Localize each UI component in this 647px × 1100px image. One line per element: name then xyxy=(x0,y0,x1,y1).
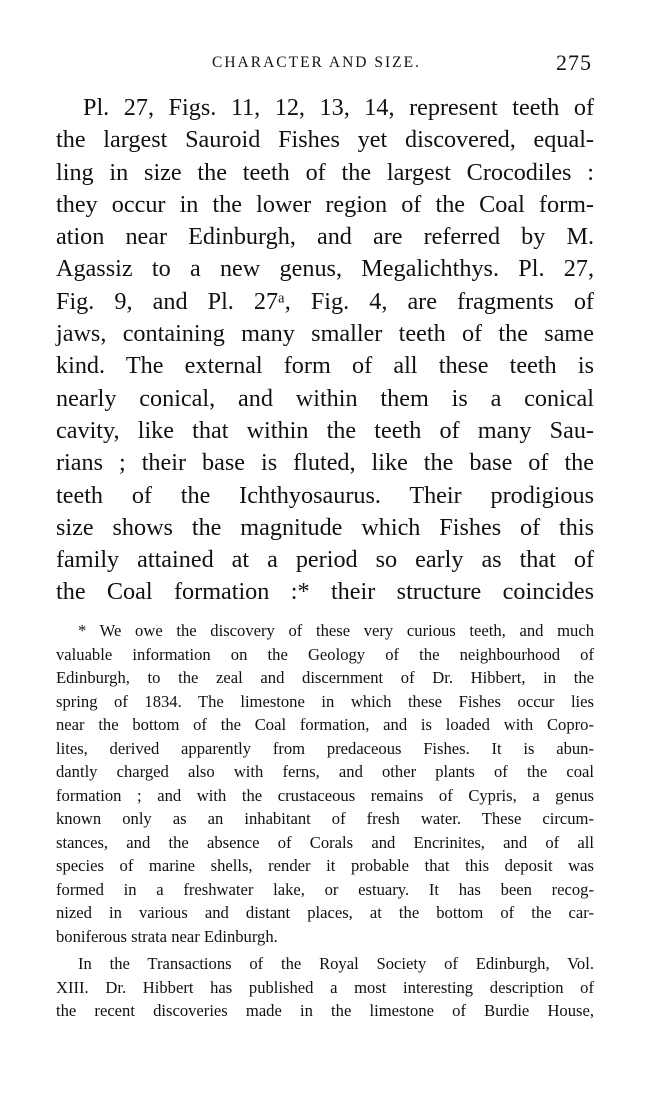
body-line: size shows the magnitude which Fishes of this xyxy=(56,513,594,541)
footnote-line: formation ; and with the crustaceous remains of Cypris, a genus xyxy=(56,785,594,805)
footnote-line: * We owe the discovery of these very curious teeth, and much xyxy=(78,621,594,640)
footnote-line: boniferous strata near Edinburgh. xyxy=(56,926,278,946)
footnote-line: nized in various and distant places, at the bottom of the car- xyxy=(56,903,594,922)
footnote-line: stances, and the absence of Corals and Encrinites, and of all xyxy=(56,832,594,852)
footnote-line: valuable information on the Geology of the neighbourhood of xyxy=(56,644,594,664)
footnote-line: species of marine shells, render it probable that this deposit was xyxy=(56,856,594,875)
body-line: cavity, like that within the teeth of many Sau- xyxy=(56,416,594,444)
body-line: ling in size the teeth of the largest Crocodiles : xyxy=(56,158,594,186)
footnote-continuation-line: XIII. Dr. Hibbert has published a most interesting description of xyxy=(56,977,594,997)
body-line: they occur in the lower region of the Coal form- xyxy=(56,190,594,218)
body-line: kind. The external form of all these teeth is xyxy=(56,352,594,380)
main-paragraph xyxy=(56,92,594,609)
body-line: Fig. 9, and Pl. 27ᵃ, Fig. 4, are fragments of xyxy=(56,287,594,315)
footnote-block xyxy=(56,619,594,1023)
footnote-line: formed in a freshwater lake, or estuary. It has been recog- xyxy=(56,879,594,899)
body-line: family attained at a period so early as that of xyxy=(56,546,594,574)
page-number: 275 xyxy=(556,50,592,75)
footnote-line: lites, derived apparently from predaceous Fishes. It is abun- xyxy=(56,738,594,758)
footnote-line: spring of 1834. The limestone in which these Fishes occur lies xyxy=(56,691,594,711)
body-line: the largest Sauroid Fishes yet discovered, equal- xyxy=(56,126,594,154)
footnote-line: dantly charged also with ferns, and other plants of the coal xyxy=(56,762,594,781)
footnote-line: near the bottom of the Coal formation, and is loaded with Copro- xyxy=(56,715,594,734)
footnote-line: Edinburgh, to the zeal and discernment of Dr. Hibbert, in the xyxy=(56,668,594,687)
footnote-line: known only as an inhabitant of fresh water. These circum- xyxy=(56,809,594,828)
body-line: ation near Edinburgh, and are referred by M. xyxy=(56,223,594,251)
running-title: CHARACTER AND SIZE. xyxy=(212,54,421,71)
footnote-continuation-line: the recent discoveries made in the limestone of Burdie House, xyxy=(56,1001,594,1020)
body-line: Pl. 27, Figs. 11, 12, 13, 14, represent teeth of xyxy=(83,94,594,121)
body-line: Agassiz to a new genus, Megalichthys. Pl. 27, xyxy=(56,255,594,283)
footnote-continuation-line: In the Transactions of the Royal Society of Edinburgh, Vol. xyxy=(78,954,594,973)
body-line: rians ; their base is fluted, like the base of the xyxy=(56,449,594,477)
body-line: jaws, containing many smaller teeth of the same xyxy=(56,320,594,348)
body-line: nearly conical, and within them is a conical xyxy=(56,384,594,412)
body-line: the Coal formation :* their structure coincides xyxy=(56,578,594,606)
page-header xyxy=(56,50,596,80)
body-line: teeth of the Ichthyosaurus. Their prodigious xyxy=(56,481,594,509)
